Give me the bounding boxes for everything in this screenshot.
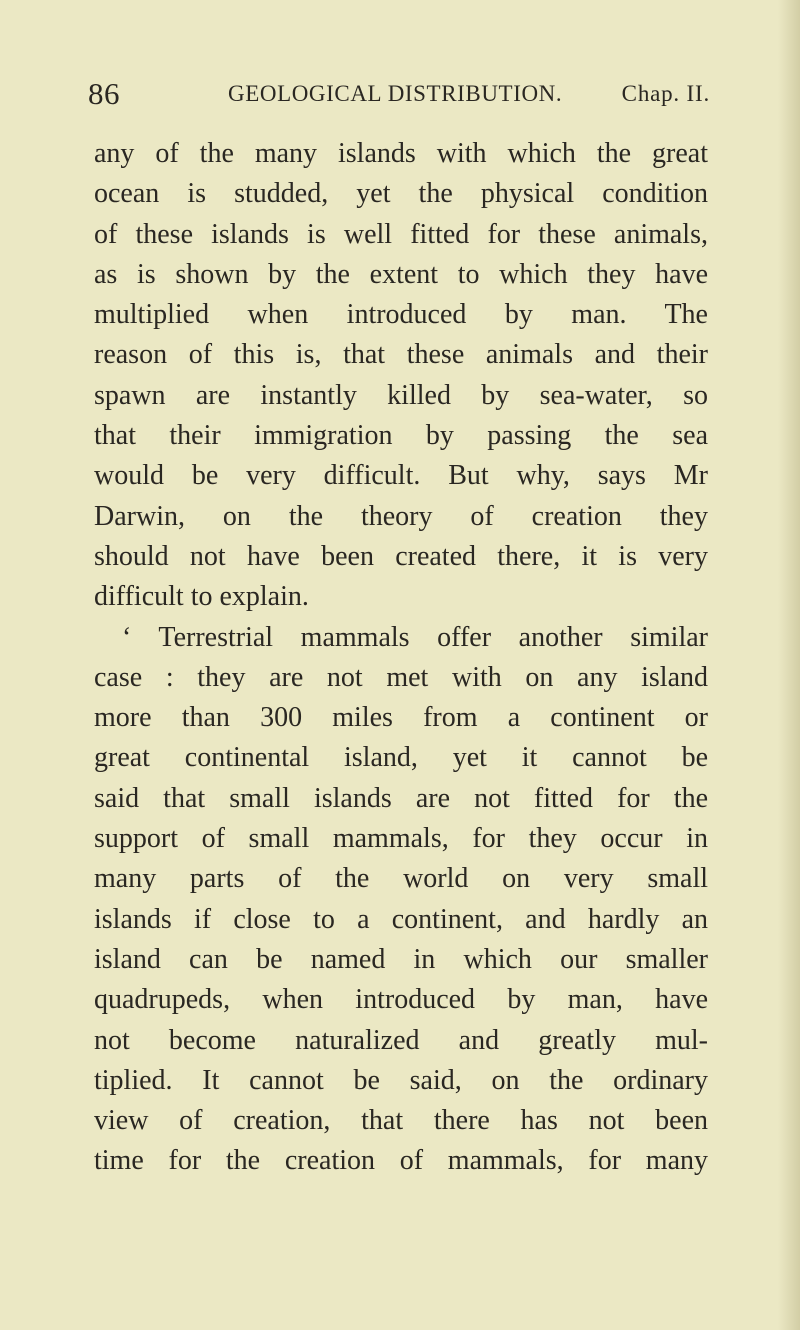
text-line: any of the many islands with which the great [94,138,708,169]
text-line: multiplied when introduced by man. The [94,299,708,331]
page-edge-shadow [778,0,800,1330]
text-line: view of creation, that there has not been [94,1105,708,1137]
text-line: support of small mammals, for they occur in [94,823,708,855]
text-line: tiplied. It cannot be said, on the ordinary [94,1064,708,1096]
chapter-label: Chap. II. [621,81,710,106]
text-line: that their immigration by passing the sea [94,420,708,452]
text-line: reason of this is, that these animals and their [94,339,708,371]
text-line: ocean is studded, yet the physical condition [94,178,708,210]
text-line: should not have been created there, it is very [94,540,708,572]
text-line: great continental island, yet it cannot be [94,742,708,774]
text-line: not become naturalized and greatly mul- [94,1024,708,1056]
text-line: quadrupeds, when introduced by man, have [94,984,708,1016]
page-number: 86 [88,76,120,111]
text-line: as is shown by the extent to which they have [94,258,708,290]
text-line: islands if close to a continent, and hardly an [94,903,708,935]
text-line: difficult to explain. [94,581,309,613]
text-line: Darwin, on the theory of creation they [94,500,708,532]
text-line: spawn are instantly killed by sea-water, so [94,379,708,411]
body-text [94,134,708,1182]
running-head: GEOLOGICAL DISTRIBUTION. [228,81,563,106]
text-line: more than 300 miles from a continent or [94,702,708,734]
text-line: time for the creation of mammals, for many [94,1145,708,1177]
text-line: said that small islands are not fitted for the [94,782,708,814]
text-line: ‘ Terrestrial mammals offer another similar [122,621,708,653]
text-line: would be very difficult. But why, says Mr [94,460,708,492]
text-line: island can be named in which our smaller [94,943,708,975]
text-line: of these islands is well fitted for these animals, [94,218,708,250]
text-line: many parts of the world on very small [94,863,708,895]
text-line: case : they are not met with on any island [94,661,708,693]
page-header [88,76,710,116]
